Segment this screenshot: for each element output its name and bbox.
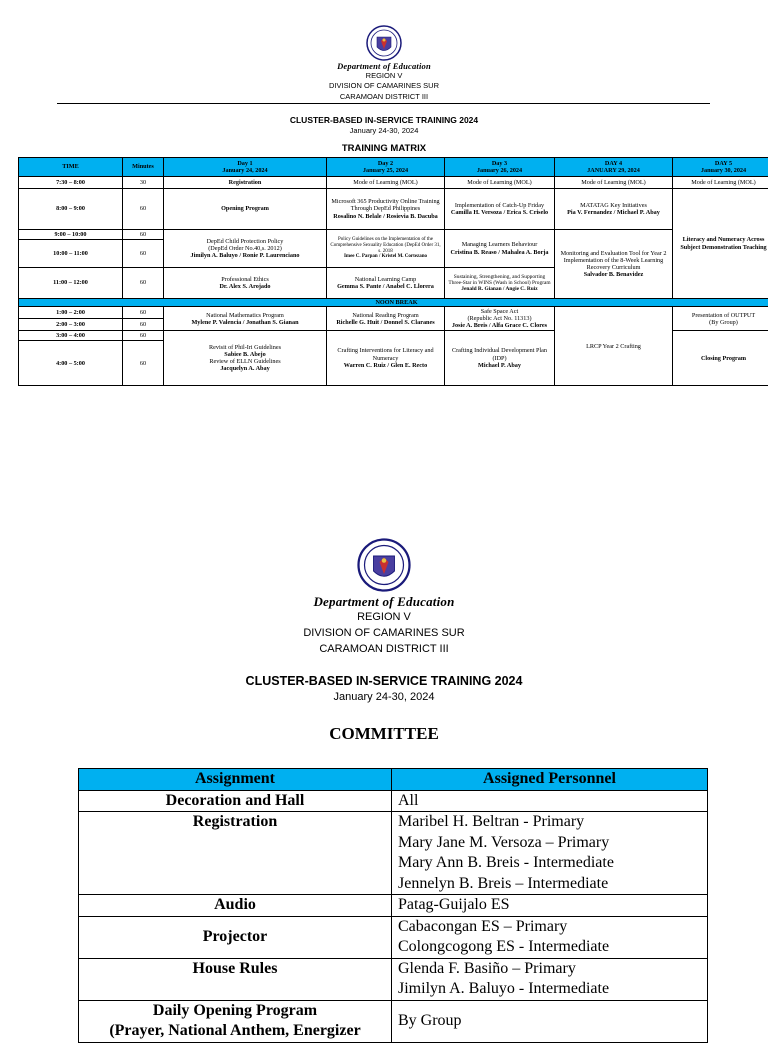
header-personnel: Assigned Personnel xyxy=(392,769,708,791)
session-title: National Reading Program xyxy=(329,312,442,319)
assignment-cell: Registration xyxy=(79,812,392,895)
header-day4 xyxy=(555,158,673,177)
table-row xyxy=(19,189,768,230)
time-cell: 4:00 – 5:00 xyxy=(19,341,123,386)
header-day5 xyxy=(673,158,768,177)
personnel-cell xyxy=(392,958,708,1000)
personnel-cell xyxy=(392,812,708,895)
session-title: National Learning Camp xyxy=(329,276,442,283)
session-title: Managing Learners Behaviour xyxy=(447,241,552,248)
minutes-cell: 60 xyxy=(123,268,164,299)
session-title: Crafting Individual Development Plan (IDP) xyxy=(447,347,552,361)
session-title: DepEd Child Protection Policy xyxy=(166,238,324,245)
session-title: MATATAG Key Initiatives xyxy=(557,202,670,209)
assignment-cell xyxy=(79,1000,392,1042)
day1-cell xyxy=(164,268,327,299)
day1-cell: Registration xyxy=(164,177,327,189)
district: CARAMOAN DISTRICT III xyxy=(0,643,768,655)
day1-cell xyxy=(164,307,327,331)
personnel-name: Patag-Guijalo ES xyxy=(398,895,701,916)
day2-cell xyxy=(327,189,445,230)
personnel-name: Mary Ann B. Breis - Intermediate xyxy=(398,853,701,874)
department-name: Department of Education xyxy=(0,594,768,610)
minutes-cell: 60 xyxy=(123,240,164,268)
committee-title: COMMITTEE xyxy=(0,724,768,744)
committee-header-row xyxy=(79,769,708,791)
minutes-cell: 60 xyxy=(123,307,164,319)
minutes-cell: 30 xyxy=(123,177,164,189)
region: REGION V xyxy=(0,611,768,623)
header-time: TIME xyxy=(19,158,123,177)
session-title: Sustaining, Strengthening, and Supporting Three-Star in WINS (Wash in School) Program xyxy=(447,274,552,286)
session-speakers: Mylene P. Valencia / Jonathan S. Gianan xyxy=(166,319,324,326)
day1-cell xyxy=(164,331,327,386)
session-speakers: Camilla H. Versoza / Erica S. Criselo xyxy=(447,209,552,216)
session-speakers: Sabiee B. Abejo xyxy=(166,351,324,358)
personnel-name: Glenda F. Basiño – Primary xyxy=(398,959,701,980)
personnel-name: Maribel H. Beltran - Primary xyxy=(398,812,701,833)
assignment-cell: Projector xyxy=(79,916,392,958)
table-row xyxy=(19,307,768,319)
minutes-cell: 60 xyxy=(123,331,164,341)
table-row xyxy=(79,790,708,812)
session-title: Revisit of Phil-Iri Guidelines xyxy=(166,344,324,351)
matrix-header-row xyxy=(19,158,768,177)
noon-break-row xyxy=(19,299,768,307)
session-title: National Mathematics Program xyxy=(166,312,324,319)
personnel-cell xyxy=(392,790,708,812)
day5-cell: Closing Program xyxy=(673,331,768,386)
personnel-cell xyxy=(392,895,708,917)
session-title: Safe Space Act xyxy=(447,308,552,315)
session-speakers: Imee C. Parpan / Kristel M. Cortezano xyxy=(329,254,442,260)
assignment-cell: House Rules xyxy=(79,958,392,1000)
day5-cell xyxy=(673,307,768,331)
session-title: Review of ELLN Guidelines xyxy=(166,358,324,365)
training-matrix-table xyxy=(18,157,768,386)
day4-cell xyxy=(555,189,673,230)
day2-cell xyxy=(327,307,445,331)
day4-cell: Mode of Learning (MOL) xyxy=(555,177,673,189)
day3-cell xyxy=(445,307,555,331)
personnel-cell xyxy=(392,1000,708,1042)
day1-cell: Opening Program xyxy=(164,189,327,230)
day4-cell: LRCP Year 2 Crafting xyxy=(555,307,673,386)
session-speakers: Jacquelyn A. Abay xyxy=(166,365,324,372)
event-title: CLUSTER-BASED IN-SERVICE TRAINING 2024 xyxy=(0,674,768,688)
session-title: Presentation of OUTPUT xyxy=(675,312,768,319)
event-title: CLUSTER-BASED IN-SERVICE TRAINING 2024 xyxy=(0,115,768,125)
table-row xyxy=(79,958,708,1000)
personnel-name: All xyxy=(398,791,701,812)
day-date: January 24, 2024 xyxy=(166,167,324,174)
day3-cell xyxy=(445,268,555,299)
deped-seal-icon xyxy=(357,538,411,592)
header-divider xyxy=(57,103,710,104)
personnel-name: By Group xyxy=(398,1011,701,1032)
session-title: Professional Ethics xyxy=(166,276,324,283)
assignment-label: Daily Opening Program xyxy=(85,1001,385,1022)
table-row xyxy=(19,177,768,189)
table-row xyxy=(79,1000,708,1042)
day2-cell xyxy=(327,268,445,299)
session-speakers: Jenald R. Gianan / Angie C. Ruiz xyxy=(447,286,552,292)
session-subtitle: (DepEd Order No.40,s. 2012) xyxy=(166,245,324,252)
day-date: January 30, 2024 xyxy=(675,167,768,174)
day4-cell xyxy=(555,230,673,299)
day2-cell: Mode of Learning (MOL) xyxy=(327,177,445,189)
assignment-cell: Audio xyxy=(79,895,392,917)
training-matrix-page xyxy=(0,0,768,420)
day-date: January 26, 2024 xyxy=(447,167,552,174)
session-title: Implementation of Catch-Up Friday xyxy=(447,202,552,209)
personnel-name: Mary Jane M. Versoza – Primary xyxy=(398,833,701,854)
department-name: Department of Education xyxy=(0,61,768,71)
assignment-detail: (Prayer, National Anthem, Energizer xyxy=(85,1021,385,1042)
table-row xyxy=(79,812,708,895)
day3-cell xyxy=(445,331,555,386)
minutes-cell: 60 xyxy=(123,230,164,240)
time-cell: 9:00 – 10:00 xyxy=(19,230,123,240)
district: CARAMOAN DISTRICT III xyxy=(0,92,768,101)
header-day2 xyxy=(327,158,445,177)
time-cell: 2:00 – 3:00 xyxy=(19,319,123,331)
division: DIVISION OF CAMARINES SUR xyxy=(0,627,768,639)
committee-table xyxy=(78,768,708,1043)
day-label: Day 2 xyxy=(329,160,442,167)
committee-page xyxy=(0,528,768,1024)
day2-cell xyxy=(327,230,445,268)
day-label: DAY 5 xyxy=(675,160,768,167)
day3-cell xyxy=(445,230,555,268)
day5-cell: Mode of Learning (MOL) xyxy=(673,177,768,189)
session-speakers: Salvador B. Benavidez xyxy=(557,271,670,278)
session-speakers: Cristina B. Reaso / Mahalea A. Borja xyxy=(447,249,552,256)
time-cell: 10:00 – 11:00 xyxy=(19,240,123,268)
session-speakers: Pia V. Fernandez / Michael P. Abay xyxy=(557,209,670,216)
session-speakers: Josie A. Breis / Alfa Grace C. Clores xyxy=(447,322,552,329)
table-row xyxy=(19,230,768,240)
session-speakers: Dr. Alex S. Arojado xyxy=(166,283,324,290)
session-speakers: Michael P. Abay xyxy=(447,362,552,369)
header-minutes: Minutes xyxy=(123,158,164,177)
day-label: Day 1 xyxy=(166,160,324,167)
region: REGION V xyxy=(0,71,768,80)
day3-cell: Mode of Learning (MOL) xyxy=(445,177,555,189)
personnel-name: Colongcogong ES - Intermediate xyxy=(398,937,701,958)
deped-seal-icon xyxy=(366,25,402,61)
day-date: January 25, 2024 xyxy=(329,167,442,174)
header-day1 xyxy=(164,158,327,177)
division: DIVISION OF CAMARINES SUR xyxy=(0,81,768,90)
event-dates: January 24-30, 2024 xyxy=(0,126,768,135)
day1-cell xyxy=(164,230,327,268)
personnel-name: Cabacongan ES – Primary xyxy=(398,917,701,938)
minutes-cell: 60 xyxy=(123,341,164,386)
personnel-name: Jimilyn A. Baluyo - Intermediate xyxy=(398,979,701,1000)
time-cell: 8:00 – 9:00 xyxy=(19,189,123,230)
personnel-name: Jennelyn B. Breis – Intermediate xyxy=(398,874,701,895)
personnel-cell xyxy=(392,916,708,958)
session-speakers: Jimilyn A. Baluyo / Ronie P. Laurenciano xyxy=(166,252,324,259)
time-cell: 1:00 – 2:00 xyxy=(19,307,123,319)
day3-cell xyxy=(445,189,555,230)
session-subtitle: (By Group) xyxy=(675,319,768,326)
minutes-cell: 60 xyxy=(123,319,164,331)
header-day3 xyxy=(445,158,555,177)
matrix-title: TRAINING MATRIX xyxy=(0,143,768,154)
session-title: Microsoft 365 Productivity Online Training Through DepEd Philippines xyxy=(329,198,442,212)
session-title: Policy Guidelines on the Implementation of the Comprehensive Sexuality Education (DepEd Order 31, s. 2018 xyxy=(329,237,442,254)
header-assignment: Assignment xyxy=(79,769,392,791)
minutes-cell: 60 xyxy=(123,189,164,230)
time-cell: 3:00 – 4:00 xyxy=(19,331,123,341)
day-label: DAY 4 xyxy=(557,160,670,167)
session-title: Crafting Interventions for Literacy and Numeracy xyxy=(329,347,442,361)
session-speakers: Rosalino N. Belale / Rosievia B. Dacuba xyxy=(329,213,442,220)
day5-cell: Literacy and Numeracy Across Subject Demonstration Teaching xyxy=(673,189,768,299)
table-row xyxy=(79,916,708,958)
session-speakers: Warren C. Ruiz / Glen E. Recto xyxy=(329,362,442,369)
session-speakers: Richelle G. Huit / Donnel S. Claranes xyxy=(329,319,442,326)
assignment-cell: Decoration and Hall xyxy=(79,790,392,812)
session-subtitle: (Republic Act No. 11313) xyxy=(447,315,552,322)
day-label: Day 3 xyxy=(447,160,552,167)
session-speakers: Gemma S. Pante / Anabel C. Llorera xyxy=(329,283,442,290)
time-cell: 7:30 – 8:00 xyxy=(19,177,123,189)
day2-cell xyxy=(327,331,445,386)
time-cell: 11:00 – 12:00 xyxy=(19,268,123,299)
table-row xyxy=(79,895,708,917)
day-date: JANUARY 29, 2024 xyxy=(557,167,670,174)
noon-break-label: NOON BREAK xyxy=(19,299,768,307)
session-title: Monitoring and Evaluation Tool for Year 2 Implementation of the 8-Week Learning Recovery Curriculum xyxy=(557,250,670,271)
event-dates: January 24-30, 2024 xyxy=(0,691,768,703)
